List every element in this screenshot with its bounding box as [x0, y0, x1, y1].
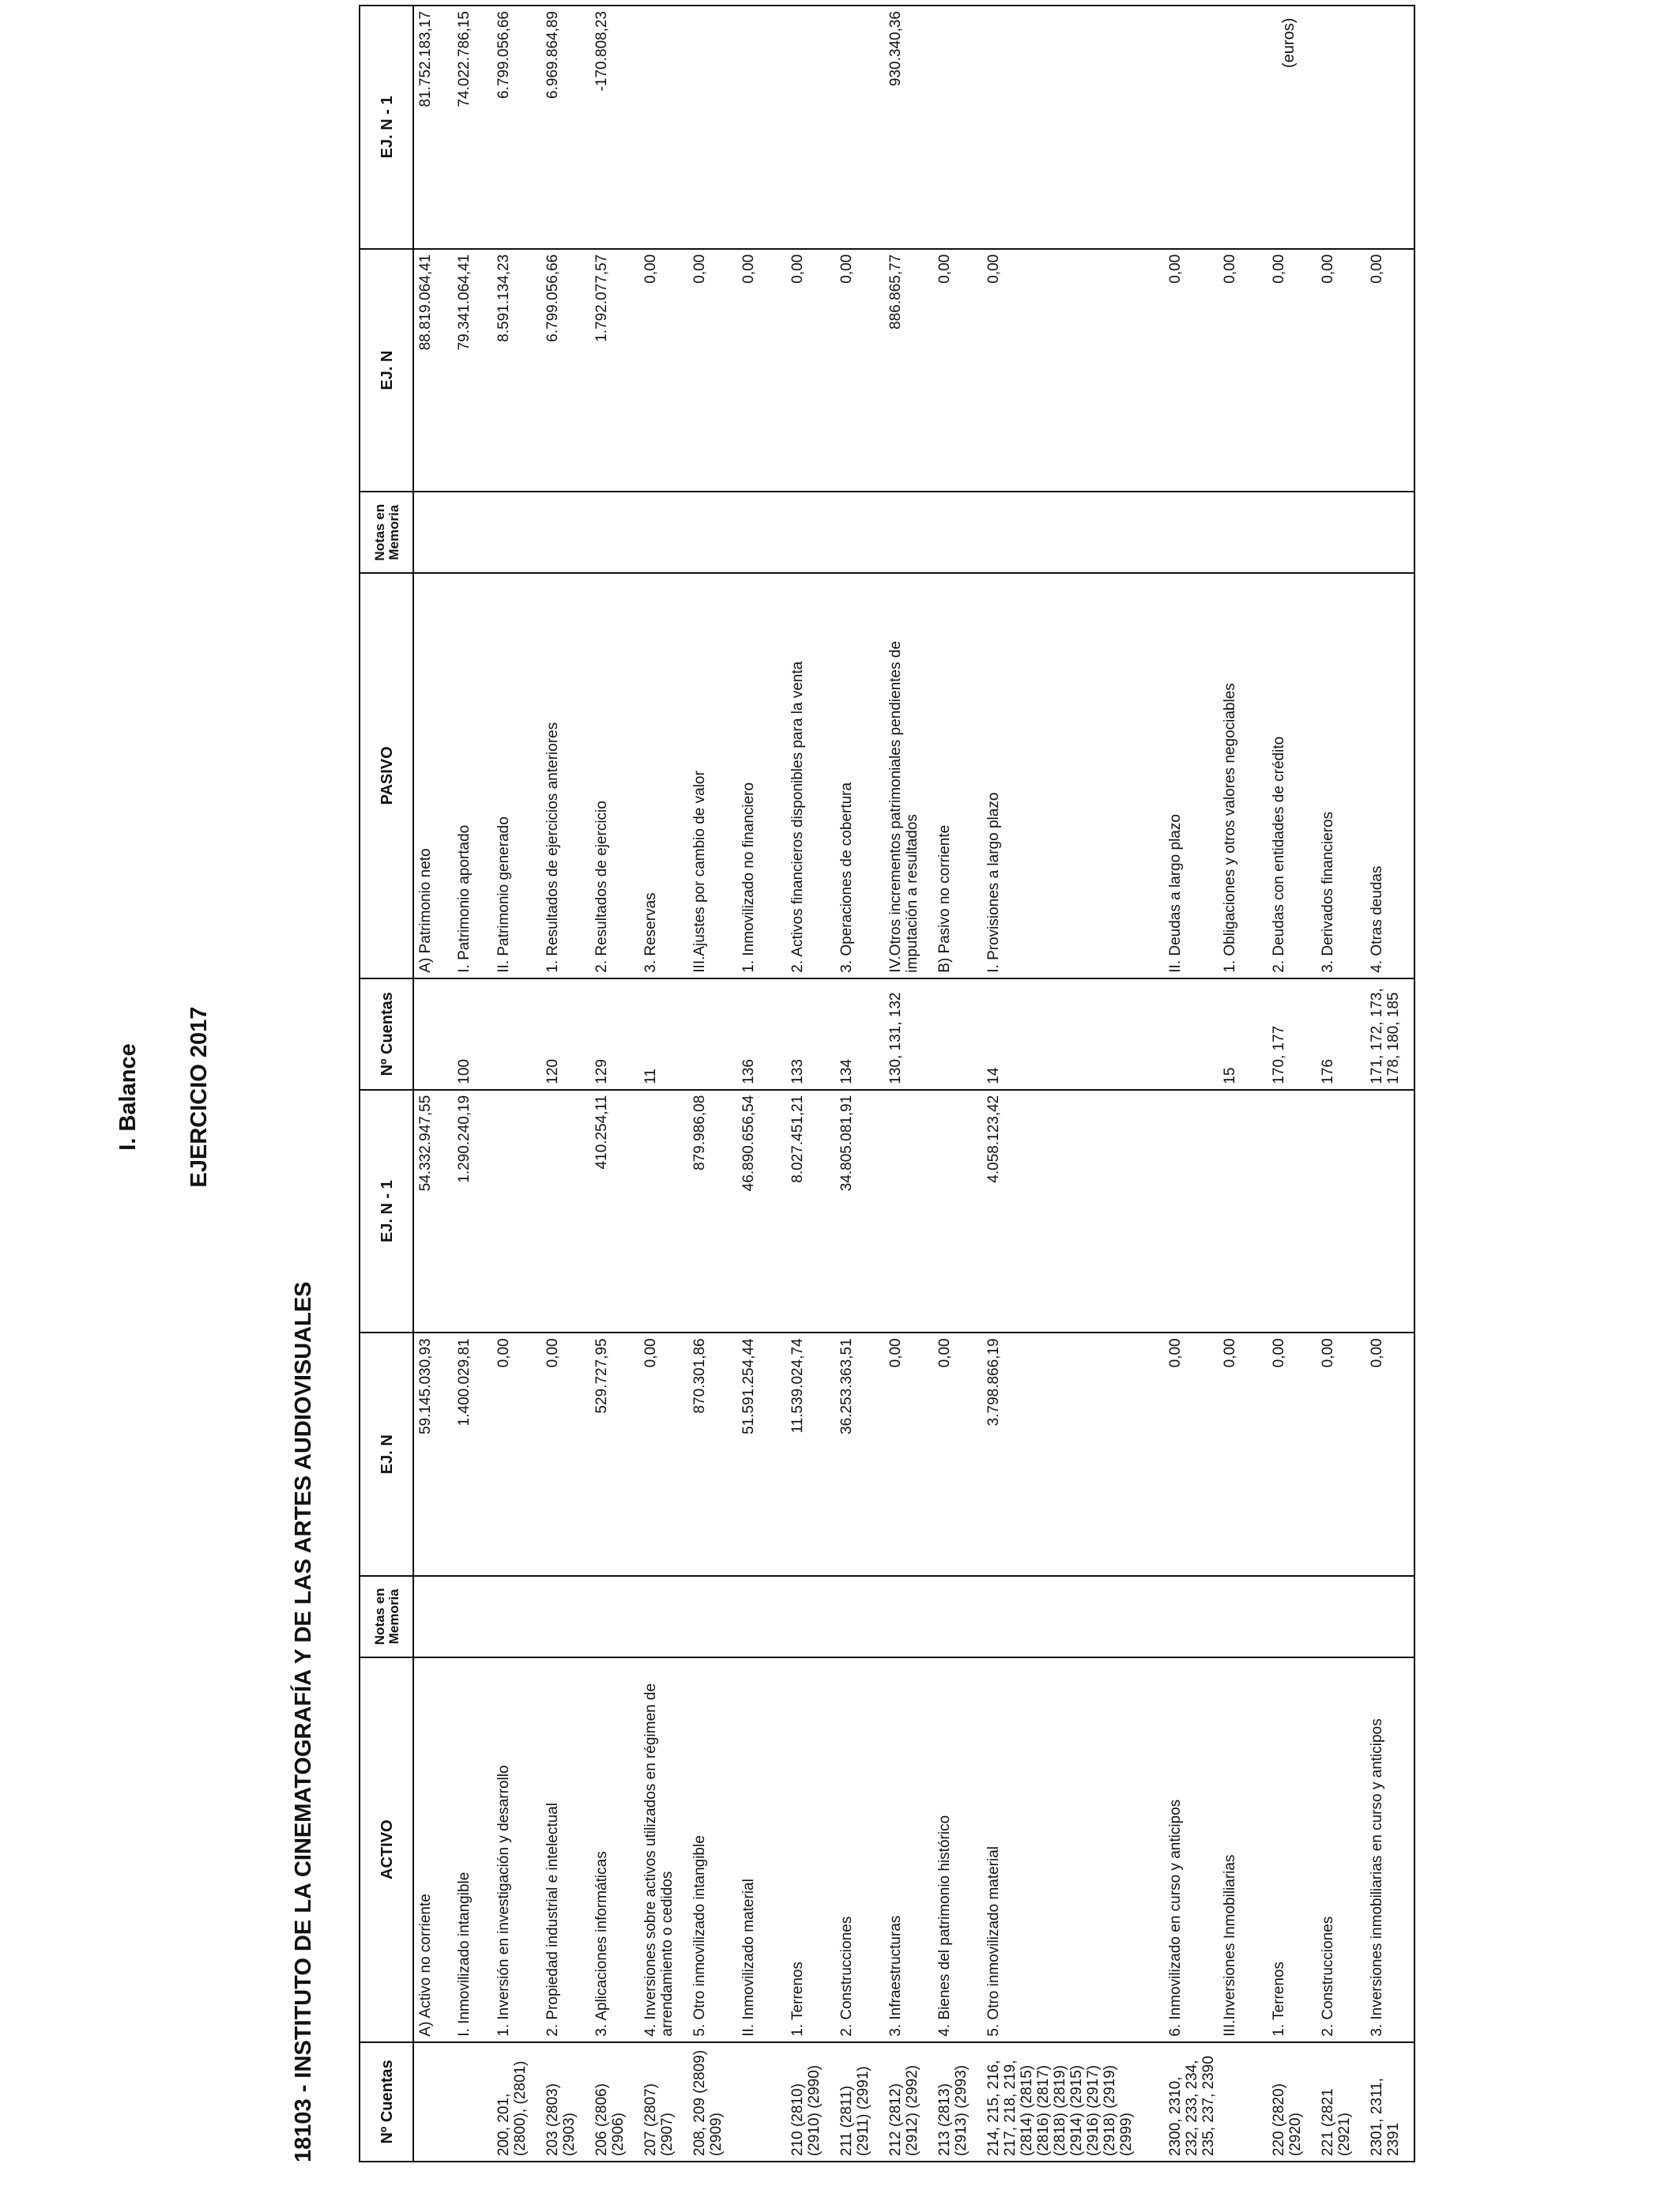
- activo-ejn: 0,00: [1219, 1333, 1268, 1576]
- entity-name: 18103 - INSTITUTO DE LA CINEMATOGRAFÍA Y DE LAS ARTES AUDIOVISUALES: [291, 1281, 316, 2162]
- pasivo-ejn1: [1268, 6, 1317, 249]
- account-codes-pasivo: 129: [590, 978, 639, 1090]
- activo-label: 1. Terrenos: [786, 1657, 835, 2042]
- activo-ejn1: [541, 1090, 590, 1333]
- account-codes-pasivo: [492, 978, 541, 1090]
- pasivo-ejn: 0,00: [639, 249, 688, 492]
- activo-label: I. Inmovilizado intangible: [453, 1657, 492, 2042]
- pasivo-ejn: 0,00: [786, 249, 835, 492]
- activo-ejn1: [884, 1090, 933, 1333]
- account-codes-pasivo: 170, 177: [1268, 978, 1317, 1090]
- table-row: [884, 6, 933, 2162]
- pasivo-label: 2. Deudas con entidades de crédito: [1268, 573, 1317, 978]
- notas-pasivo: [453, 492, 492, 573]
- activo-ejn1: 4.058.123,42: [982, 1090, 1164, 1333]
- notas-pasivo: [1317, 492, 1365, 573]
- pasivo-label: II. Patrimonio generado: [492, 573, 541, 978]
- pasivo-ejn: 0,00: [1365, 249, 1414, 492]
- account-codes-pasivo: [688, 978, 737, 1090]
- table-row: [1365, 6, 1414, 2162]
- pasivo-ejn: 0,00: [835, 249, 884, 492]
- activo-ejn1: 34.805.081,91: [835, 1090, 884, 1333]
- notas-pasivo: [884, 492, 933, 573]
- notas-pasivo: [492, 492, 541, 573]
- pasivo-label: 1. Obligaciones y otros valores negociables: [1219, 573, 1268, 978]
- notas-pasivo: [737, 492, 786, 573]
- pasivo-ejn1: 6.799.056,66: [492, 6, 541, 249]
- table-row: [413, 6, 453, 2162]
- activo-label: 4. Inversiones sobre activos utilizados en régimen de arrendamiento o cedidos: [639, 1657, 688, 2042]
- activo-ejn1: [639, 1090, 688, 1333]
- activo-label: 3. Inversiones inmobiliarias en curso y anticipos: [1365, 1657, 1414, 2042]
- table-row: [982, 6, 1164, 2162]
- table-row: [541, 6, 590, 2162]
- report-title: I. Balance: [115, 1043, 141, 1151]
- pasivo-ejn: 886.865,77: [884, 249, 933, 492]
- account-codes-activo: [413, 2042, 453, 2162]
- notas-activo: [884, 1576, 933, 1657]
- activo-label: 2. Construcciones: [1317, 1657, 1365, 2042]
- account-codes-activo: 2301, 2311, 2391: [1365, 2042, 1414, 2162]
- pasivo-ejn1: 74.022.786,15: [453, 6, 492, 249]
- account-codes-activo: 208, 209 (2809) (2909): [688, 2042, 737, 2162]
- notas-activo: [835, 1576, 884, 1657]
- account-codes-pasivo: 176: [1317, 978, 1365, 1090]
- activo-ejn: 0,00: [884, 1333, 933, 1576]
- account-codes-pasivo: 120: [541, 978, 590, 1090]
- activo-ejn: 1.400.029,81: [453, 1333, 492, 1576]
- notas-activo: [1365, 1576, 1414, 1657]
- account-codes-activo: 206 (2806) (2906): [590, 2042, 639, 2162]
- activo-ejn1: [1365, 1090, 1414, 1333]
- col-notas-pasivo: Notas en Memoria: [360, 492, 413, 573]
- activo-label: A) Activo no corriente: [413, 1657, 453, 2042]
- activo-ejn1: [1219, 1090, 1268, 1333]
- col-cuentas-activo: Nº Cuentas: [360, 2042, 413, 2162]
- activo-label: 5. Otro inmovilizado intangible: [688, 1657, 737, 2042]
- activo-ejn1: [1268, 1090, 1317, 1333]
- activo-ejn1: 1.290.240,19: [453, 1090, 492, 1333]
- notas-pasivo: [933, 492, 982, 573]
- pasivo-label: B) Pasivo no corriente: [933, 573, 982, 978]
- activo-ejn: 11.539.024,74: [786, 1333, 835, 1576]
- notas-activo: [1164, 1576, 1219, 1657]
- notas-activo: [1317, 1576, 1365, 1657]
- table-row: [492, 6, 541, 2162]
- account-codes-activo: 207 (2807) (2907): [639, 2042, 688, 2162]
- account-codes-pasivo: 14: [982, 978, 1164, 1090]
- activo-ejn: 0,00: [639, 1333, 688, 1576]
- notas-activo: [590, 1576, 639, 1657]
- pasivo-label: 2. Resultados de ejercicio: [590, 573, 639, 978]
- pasivo-ejn: 6.799.056,66: [541, 249, 590, 492]
- activo-ejn: 0,00: [1164, 1333, 1219, 1576]
- pasivo-ejn1: [1219, 6, 1268, 249]
- pasivo-ejn: 0,00: [1317, 249, 1365, 492]
- notas-pasivo: [590, 492, 639, 573]
- pasivo-ejn: 88.819.064,41: [413, 249, 453, 492]
- notas-activo: [786, 1576, 835, 1657]
- table-row: [639, 6, 688, 2162]
- table-row: [1164, 6, 1219, 2162]
- currency-unit: (euros): [1280, 17, 1298, 68]
- account-codes-activo: 200, 201, (2800), (2801): [492, 2042, 541, 2162]
- notas-pasivo: [1219, 492, 1268, 573]
- pasivo-label: I. Provisiones a largo plazo: [982, 573, 1164, 978]
- account-codes-activo: [737, 2042, 786, 2162]
- col-ejn-activo: EJ. N: [360, 1333, 413, 1576]
- pasivo-ejn: 0,00: [933, 249, 982, 492]
- table-row: [737, 6, 786, 2162]
- pasivo-ejn1: [835, 6, 884, 249]
- activo-ejn: 3.798.866,19: [982, 1333, 1164, 1576]
- account-codes-activo: 212 (2812) (2912) (2992): [884, 2042, 933, 2162]
- activo-ejn: 0,00: [933, 1333, 982, 1576]
- pasivo-label: 1. Resultados de ejercicios anteriores: [541, 573, 590, 978]
- notas-activo: [453, 1576, 492, 1657]
- table-header-row: [360, 6, 413, 2162]
- account-codes-activo: [453, 2042, 492, 2162]
- account-codes-activo: 221 (2821 (2921): [1317, 2042, 1365, 2162]
- notas-pasivo: [541, 492, 590, 573]
- pasivo-label: 2. Activos financieros disponibles para la venta: [786, 573, 835, 978]
- activo-label: 3. Aplicaciones informáticas: [590, 1657, 639, 2042]
- pasivo-label: I. Patrimonio aportado: [453, 573, 492, 978]
- pasivo-ejn: 0,00: [737, 249, 786, 492]
- account-codes-pasivo: 100: [453, 978, 492, 1090]
- account-codes-activo: [1219, 2042, 1268, 2162]
- table-row: [590, 6, 639, 2162]
- activo-label: 2. Propiedad industrial e intelectual: [541, 1657, 590, 2042]
- account-codes-activo: 213 (2813) (2913) (2993): [933, 2042, 982, 2162]
- activo-label: 2. Construcciones: [835, 1657, 884, 2042]
- pasivo-ejn1: [737, 6, 786, 249]
- notas-activo: [1268, 1576, 1317, 1657]
- table-row: [688, 6, 737, 2162]
- pasivo-ejn1: -170.808,23: [590, 6, 639, 249]
- col-ejn-pasivo: EJ. N: [360, 249, 413, 492]
- pasivo-ejn1: [786, 6, 835, 249]
- activo-ejn: 51.591.254,44: [737, 1333, 786, 1576]
- activo-ejn: 0,00: [492, 1333, 541, 1576]
- notas-pasivo: [786, 492, 835, 573]
- activo-ejn: 36.253.363,51: [835, 1333, 884, 1576]
- pasivo-ejn1: 81.752.183,17: [413, 6, 453, 249]
- table-row: [1268, 6, 1317, 2162]
- notas-pasivo: [1365, 492, 1414, 573]
- account-codes-activo: 211 (2811) (2911) (2991): [835, 2042, 884, 2162]
- activo-label: 6. Inmovilizado en curso y anticipos: [1164, 1657, 1219, 2042]
- pasivo-label: 4. Otras deudas: [1365, 573, 1414, 978]
- pasivo-ejn1: [1365, 6, 1414, 249]
- table-row: [1317, 6, 1365, 2162]
- activo-ejn1: 46.890.656,54: [737, 1090, 786, 1333]
- activo-label: 1. Terrenos: [1268, 1657, 1317, 2042]
- account-codes-activo: 220 (2820) (2920): [1268, 2042, 1317, 2162]
- activo-ejn: 0,00: [541, 1333, 590, 1576]
- col-cuentas-pasivo: Nº Cuentas: [360, 978, 413, 1090]
- pasivo-ejn1: [1164, 6, 1219, 249]
- pasivo-label: 3. Operaciones de cobertura: [835, 573, 884, 978]
- notas-activo: [1219, 1576, 1268, 1657]
- account-codes-activo: 210 (2810) (2910) (2990): [786, 2042, 835, 2162]
- account-codes-pasivo: 134: [835, 978, 884, 1090]
- col-ejn1-pasivo: EJ. N - 1: [360, 6, 413, 249]
- pasivo-label: 3. Derivados financieros: [1317, 573, 1365, 978]
- pasivo-ejn: 0,00: [1268, 249, 1317, 492]
- account-codes-activo: 203 (2803) (2903): [541, 2042, 590, 2162]
- account-codes-pasivo: [933, 978, 982, 1090]
- notas-activo: [492, 1576, 541, 1657]
- notas-activo: [688, 1576, 737, 1657]
- notas-pasivo: [413, 492, 453, 573]
- account-codes-pasivo: [1164, 978, 1219, 1090]
- pasivo-label: A) Patrimonio neto: [413, 573, 453, 978]
- activo-label: II. Inmovilizado material: [737, 1657, 786, 2042]
- activo-ejn: 0,00: [1268, 1333, 1317, 1576]
- pasivo-ejn1: [639, 6, 688, 249]
- balance-table: [359, 5, 1415, 2162]
- activo-ejn: 0,00: [1365, 1333, 1414, 1576]
- pasivo-ejn1: [1317, 6, 1365, 249]
- pasivo-ejn1: 6.969.864,89: [541, 6, 590, 249]
- pasivo-label: III.Ajustes por cambio de valor: [688, 573, 737, 978]
- col-activo: ACTIVO: [360, 1657, 413, 2042]
- activo-ejn1: 879.986,08: [688, 1090, 737, 1333]
- activo-label: 1. Inversión en investigación y desarrollo: [492, 1657, 541, 2042]
- activo-label: 4. Bienes del patrimonio histórico: [933, 1657, 982, 2042]
- pasivo-label: II. Deudas a largo plazo: [1164, 573, 1219, 978]
- account-codes-pasivo: 136: [737, 978, 786, 1090]
- activo-ejn1: [933, 1090, 982, 1333]
- notas-activo: [639, 1576, 688, 1657]
- report-subtitle: EJERCICIO 2017: [186, 1006, 212, 1188]
- table-row: [1219, 6, 1268, 2162]
- activo-ejn1: 54.332.947,55: [413, 1090, 453, 1333]
- pasivo-ejn1: [982, 6, 1164, 249]
- activo-label: III.Inversiones Inmobiliarias: [1219, 1657, 1268, 2042]
- notas-activo: [933, 1576, 982, 1657]
- table-row: [835, 6, 884, 2162]
- pasivo-ejn: 1.792.077,57: [590, 249, 639, 492]
- pasivo-ejn: 79.341.064,41: [453, 249, 492, 492]
- activo-ejn1: 410.254,11: [590, 1090, 639, 1333]
- activo-ejn: 529.727,95: [590, 1333, 639, 1576]
- notas-activo: [982, 1576, 1164, 1657]
- col-pasivo: PASIVO: [360, 573, 413, 978]
- col-ejn1-activo: EJ. N - 1: [360, 1090, 413, 1333]
- notas-pasivo: [1268, 492, 1317, 573]
- table-row: [933, 6, 982, 2162]
- notas-activo: [413, 1576, 453, 1657]
- activo-label: 3. Infraestructuras: [884, 1657, 933, 2042]
- pasivo-label: IV.Otros incrementos patrimoniales pendientes de imputación a resultados: [884, 573, 933, 978]
- activo-ejn: 59.145.030,93: [413, 1333, 453, 1576]
- pasivo-ejn: 0,00: [1219, 249, 1268, 492]
- account-codes-pasivo: [413, 978, 453, 1090]
- activo-ejn: 870.301,86: [688, 1333, 737, 1576]
- table-row: [453, 6, 492, 2162]
- pasivo-label: 3. Reservas: [639, 573, 688, 978]
- table-body: [413, 6, 1414, 2162]
- pasivo-ejn: 0,00: [1164, 249, 1219, 492]
- activo-ejn1: [1164, 1090, 1219, 1333]
- account-codes-activo: 2300, 2310, 232, 233, 234, 235, 237, 2390: [1164, 2042, 1219, 2162]
- notas-pasivo: [1164, 492, 1219, 573]
- notas-pasivo: [639, 492, 688, 573]
- col-notas-activo: Notas en Memoria: [360, 1576, 413, 1657]
- account-codes-pasivo: 171, 172, 173, 178, 180, 185: [1365, 978, 1414, 1090]
- account-codes-pasivo: 15: [1219, 978, 1268, 1090]
- activo-label: 5. Otro inmovilizado material: [982, 1657, 1164, 2042]
- notas-activo: [541, 1576, 590, 1657]
- notas-activo: [737, 1576, 786, 1657]
- account-codes-pasivo: 130, 131, 132: [884, 978, 933, 1090]
- pasivo-ejn: 0,00: [688, 249, 737, 492]
- pasivo-ejn1: [688, 6, 737, 249]
- pasivo-ejn: 8.591.134,23: [492, 249, 541, 492]
- pasivo-ejn: 0,00: [982, 249, 1164, 492]
- activo-ejn1: 8.027.451,21: [786, 1090, 835, 1333]
- activo-ejn1: [1317, 1090, 1365, 1333]
- notas-pasivo: [982, 492, 1164, 573]
- notas-pasivo: [688, 492, 737, 573]
- pasivo-ejn1: 930.340,36: [884, 6, 933, 249]
- notas-pasivo: [835, 492, 884, 573]
- account-codes-pasivo: 11: [639, 978, 688, 1090]
- pasivo-label: 1. Inmovilizado no financiero: [737, 573, 786, 978]
- account-codes-activo: 214, 215, 216, 217, 218, 219, (2814) (2815) (2816) (2817) (2818) (2819) (2914) (2915) (2916) (2917) (2918) (2919) (2999): [982, 2042, 1164, 2162]
- activo-ejn: 0,00: [1317, 1333, 1365, 1576]
- account-codes-pasivo: 133: [786, 978, 835, 1090]
- activo-ejn1: [492, 1090, 541, 1333]
- table-row: [786, 6, 835, 2162]
- pasivo-ejn1: [933, 6, 982, 249]
